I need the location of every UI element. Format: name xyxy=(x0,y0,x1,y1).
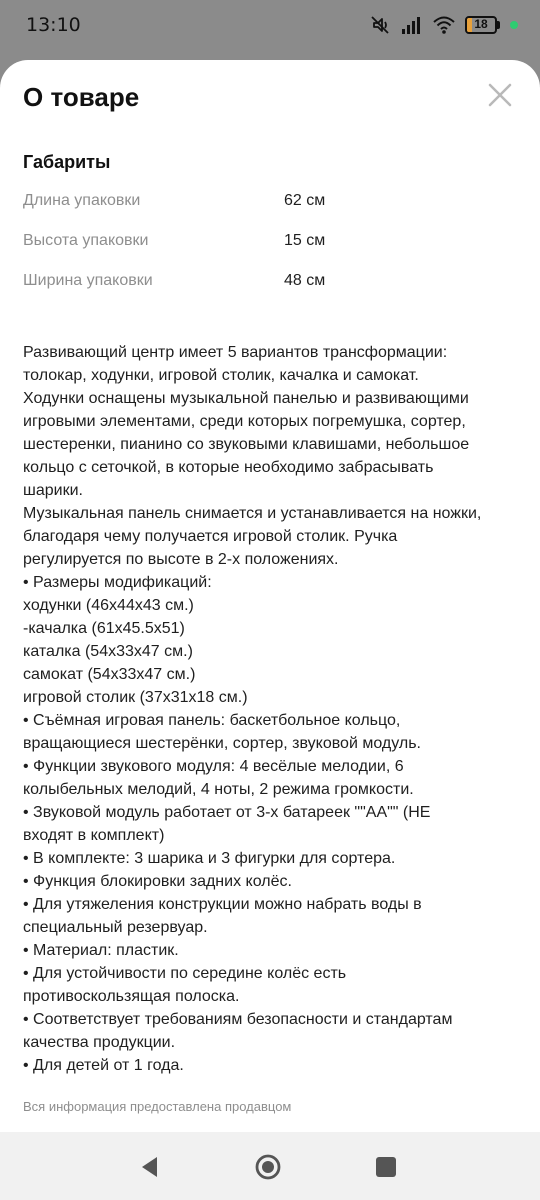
spec-row xyxy=(23,192,503,216)
status-bar xyxy=(0,0,540,50)
mute-icon xyxy=(369,14,391,36)
spec-row xyxy=(23,232,503,256)
close-icon[interactable] xyxy=(485,80,515,110)
spec-value: 15 см xyxy=(284,232,326,249)
product-info-sheet xyxy=(0,60,540,1132)
spec-label: Ширина упаковки xyxy=(23,272,153,289)
sheet-title: О товаре xyxy=(23,82,140,112)
product-description: Развивающий центр имеет 5 вариантов трансформации: толокар, ходунки, игровой столик, качалка и самокат. Ходунки оснащены музыкальной панелью и развивающими игровыми элементами, среди которых погремушка, сортер, шестеренки, пианино со звуковыми клавишами, небольшое кольцо с сеточкой, в которые необходимо забрасывать шарики. Музыкальная панель снимается и устанавливается на ножки, благодаря чему получается игровой столик. Ручка регулируется по высоте в 2-х положениях. • Размеры модификаций: ходунки (46х44х43 см.) -качалка (61х45.5х51) каталка (54х33х47 см.) самокат (54х33х47 см.) игровой столик (37х31х18 см.) • Съёмная игровая панель: баскетбольное кольцо, вращающиеся шестерёнки, сортер, звуковой модуль. • Функции звукового модуля: 4 весёлые мелодии, 6 колыбельных мелодий, 4 ноты, 2 режима громкости. • Звуковой модуль работает от 3-х батареек ""АА"" (НЕ входят в комплект) • В комплекте: 3 шарика и 3 фигурки для сортера. • Функция блокировки задних колёс. • Для утяжеления конструкции можно набрать воды в специальный резервуар. • Материал: пластик. • Для устойчивости по середине колёс есть противоскользящая полоска. • Соответствует требованиям безопасности и стандартам качества продукции. • Для детей от 1 года. xyxy=(23,344,482,1074)
spec-label: Высота упаковки xyxy=(23,232,149,249)
status-icons xyxy=(369,14,518,36)
navigation-bar xyxy=(0,1132,540,1200)
notification-dot-icon xyxy=(510,21,518,29)
status-time: 13:10 xyxy=(26,14,81,36)
spec-label: Длина упаковки xyxy=(23,192,141,209)
wifi-icon xyxy=(433,15,455,35)
home-icon[interactable] xyxy=(253,1152,283,1182)
battery-level: 18 xyxy=(474,17,488,31)
back-icon[interactable] xyxy=(135,1152,165,1182)
spec-row xyxy=(23,272,503,296)
spec-value: 48 см xyxy=(284,272,326,289)
seller-disclaimer: Вся информация предоставлена продавцом xyxy=(23,1099,292,1114)
signal-icon xyxy=(401,15,423,35)
dimensions-title: Габариты xyxy=(23,152,111,172)
spec-value: 62 см xyxy=(284,192,326,209)
recents-icon[interactable] xyxy=(371,1152,401,1182)
battery-icon xyxy=(465,16,500,34)
